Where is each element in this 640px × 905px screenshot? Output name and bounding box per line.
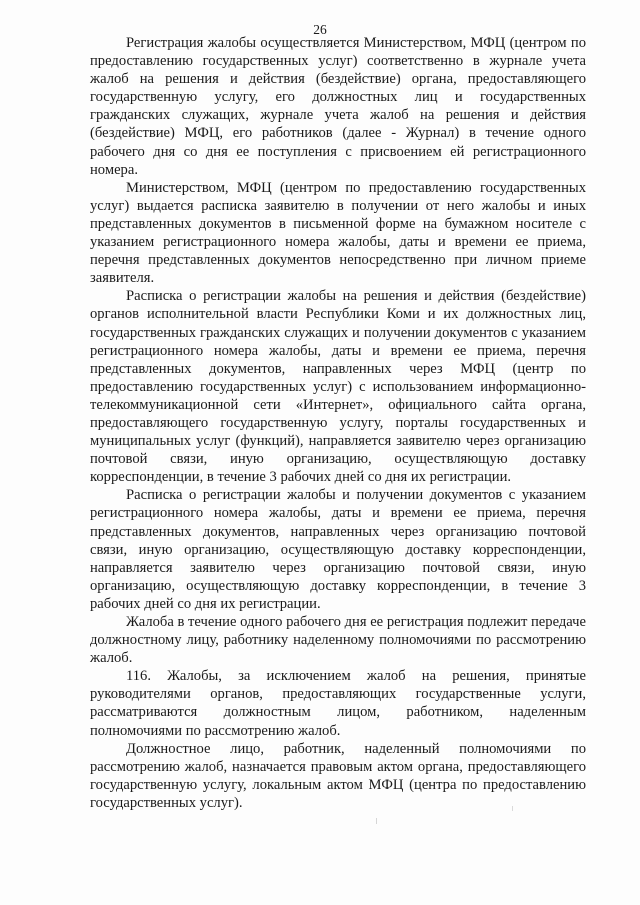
document-body <box>90 34 586 812</box>
paragraph-transfer: Жалоба в течение одного рабочего дня ее регистрация подлежит передаче должностному лицу, работнику наделенному полномочиями по рассмотрению жалоб. <box>90 614 586 667</box>
paragraph-receipt-personal: Министерством, МФЦ (центром по предоставлению государственных услуг) выдается расписка заявителю в получении от него жалобы и иных представленных документов в письменной форме на бумажном носителе с указанием регистрационного номера жалобы, даты и времени ее приема, перечня представленных документов непосредственно при личном приеме заявителя. <box>90 179 586 287</box>
paragraph-registration: Регистрация жалобы осуществляется Министерством, МФЦ (центром по предоставлению государственных услуг) соответственно в журнале учета жалоб на решения и действия (бездействие) органа, предоставляющего государственную услугу, его должностных лиц и государственных гражданских служащих, журнале учета жалоб на решения и действия (бездействие) МФЦ, его работников (далее - Журнал) в течение одного рабочего дня со дня ее поступления с присвоением ей регистрационного номера. <box>90 35 586 178</box>
paragraph-clause-116: 116. Жалобы, за исключением жалоб на решения, принятые руководителями органов, предоставляющих государственные услуги, рассматриваются должностным лицом, работником, наделенным полномочиями по рассмотрению жалоб. <box>90 668 586 739</box>
paragraph-receipt-internet: Расписка о регистрации жалобы на решения и действия (бездействие) органов исполнительной власти Республики Коми и их должностных лиц, государственных гражданских служащих и получении документов с указанием регистрационного номера жалобы, даты и времени ее приема, перечня представленных документов, направленных через МФЦ (центр по предоставлению государственных услуг) с использованием информационно-телекоммуникационной сети «Интернет», официального сайта органа, предоставляющего государственную услугу, порталы государственных и муниципальных услуг (функций), направляется заявителю через организацию почтовой связи, иную организацию, осуществляющую доставку корреспонденции, в течение 3 рабочих дней со дня их регистрации. <box>90 288 586 486</box>
paragraph-receipt-postal: Расписка о регистрации жалобы и получении документов с указанием регистрационного номера жалобы, даты и времени ее приема, перечня представленных документов, направленных через организацию почтовой связи, иную организацию, осуществляющую доставку корреспонденции, направляется заявителю через организацию почтовой связи, иную организацию, осуществляющую доставку корреспонденции, в течение 3 рабочих дней со дня их регистрации. <box>90 487 586 612</box>
scan-mark <box>512 806 513 811</box>
page-number: 26 <box>313 22 327 37</box>
paragraph-appointment: Должностное лицо, работник, наделенный полномочиями по рассмотрению жалоб, назначается правовым актом органа, предоставляющего государственную услугу, локальным актом МФЦ (центра по предоставлению государственных услуг). <box>90 740 586 811</box>
scan-mark <box>376 818 377 824</box>
